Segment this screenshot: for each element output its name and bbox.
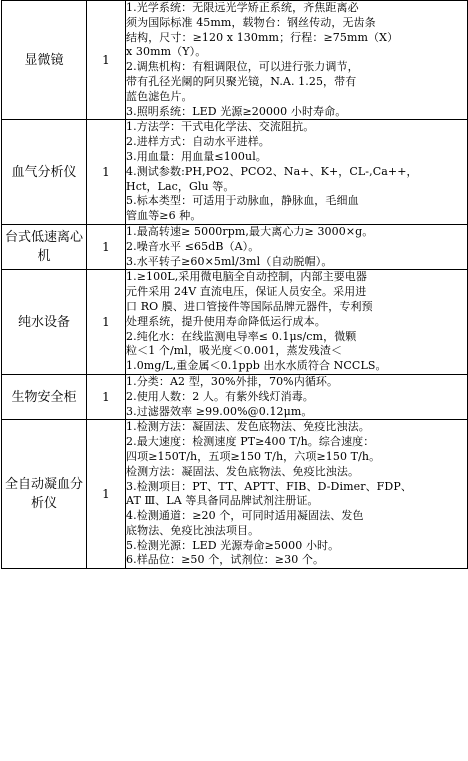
item-quantity: 1 <box>87 224 126 269</box>
table-body <box>2 1 468 569</box>
spec-line: 结构，尺寸：≥120 x 130mm；行程：≥75mm（X） <box>126 30 399 44</box>
item-name: 纯水设备 <box>2 270 87 375</box>
item-quantity: 1 <box>87 270 126 375</box>
item-quantity: 1 <box>87 120 126 225</box>
spec-line: 4.测试参数:PH,PO2、PCO2、Na+、K+，CL-,Ca++， <box>126 164 418 178</box>
item-spec <box>126 224 468 269</box>
item-spec <box>126 420 468 569</box>
spec-line: 6.样品位：≥50 个，试剂位：≥30 个。 <box>126 553 325 567</box>
spec-line: 3.检测项目：PT、TT、APTT、FIB、D-Dimer、FDP、 <box>126 479 412 493</box>
spec-line: 5.检测光源：LED 光源寿命≥5000 小时。 <box>126 538 340 552</box>
item-spec <box>126 120 468 225</box>
table-row <box>2 270 468 375</box>
spec-line: 4.检测通道：≥20 个，可同时适用凝固法、发色 <box>126 509 364 523</box>
item-spec <box>126 374 468 419</box>
spec-line: 底物法、免疫比浊法项目。 <box>126 523 260 537</box>
table-row <box>2 224 468 269</box>
item-name: 生物安全柜 <box>2 374 87 419</box>
item-name: 显微镜 <box>2 1 87 120</box>
spec-line: 2.使用人数：2 人。有紫外线灯消毒。 <box>126 389 314 403</box>
spec-line: 2.纯化水：在线监测电导率≤ 0.1μs/cm，微颗 <box>126 329 357 343</box>
spec-line: 四项≥150T/h，五项≥150 T/h，六项≥150 T/h。 <box>126 449 381 463</box>
spec-line: 处理系统，提升使用寿命降低运行成本。 <box>126 314 326 328</box>
spec-line: 1.光学系统：无限远光学矫正系统，齐焦距离必 <box>126 1 359 14</box>
spec-line: 带有孔径光阑的阿贝聚光镜，N.A. 1.25，带有 <box>126 74 357 88</box>
spec-line: 2.最大速度：检测速度 PT≥400 T/h。综合速度： <box>126 435 375 449</box>
item-quantity: 1 <box>87 420 126 569</box>
spec-line: 元件采用 24V 直流电压，保证人员安全。采用进 <box>126 285 367 299</box>
item-spec <box>126 1 468 120</box>
spec-line: 5.标本类型：可适用于动脉血，静脉血，毛细血 <box>126 194 359 208</box>
table-row <box>2 420 468 569</box>
spec-line: 口 RO 膜、进口管接件等国际品牌元器件，专利预 <box>126 299 373 313</box>
table-row <box>2 120 468 225</box>
spec-line: 2.噪音水平 ≤65dB（A）。 <box>126 239 260 253</box>
spec-line: x 30mm（Y）。 <box>126 45 207 59</box>
item-name: 台式低速离心机 <box>2 224 87 269</box>
item-spec <box>126 270 468 375</box>
table-row <box>2 374 468 419</box>
spec-line: 检测方法：凝固法、发色底物法、免疫比浊法。 <box>126 464 360 478</box>
spec-line: 1.分类：A2 型，30%外排，70%内循环。 <box>126 374 339 388</box>
spec-line: 1.最高转速≥ 5000rpm,最大离心力≥ 3000×g。 <box>126 224 374 238</box>
spec-line: AT Ⅲ、LA 等具备同品牌试剂注册证。 <box>126 494 319 508</box>
spec-line: 2.调焦机构：有粗调限位，可以进行张力调节， <box>126 60 359 74</box>
spec-line: 3.照明系统：LED 光源≥20000 小时寿命。 <box>126 104 347 118</box>
spec-line: 2.进样方式：自动水平进样。 <box>126 135 270 149</box>
spec-line: Hct，Lac，Glu 等。 <box>126 179 235 193</box>
spec-line: 1.方法学：干式电化学法、交流阻抗。 <box>126 120 315 134</box>
spec-line: 粒＜1 个/ml，吸光度＜0.001，蒸发残渣＜ <box>126 344 343 358</box>
spec-line: 3.用血量：用血量≤100ul。 <box>126 149 267 163</box>
spec-line: 管血等≥6 种。 <box>126 209 202 223</box>
spec-line: 蓝色滤色片。 <box>126 89 193 103</box>
item-quantity: 1 <box>87 1 126 120</box>
item-quantity: 1 <box>87 374 126 419</box>
item-name: 全自动凝血分析仪 <box>2 420 87 569</box>
spec-line: 1.检测方法：凝固法、发色底物法、免疫比浊法。 <box>126 420 370 434</box>
spec-line: 1.0mg/L,重金属＜0.1ppb 出水水质符合 NCCLS。 <box>126 359 387 373</box>
item-name: 血气分析仪 <box>2 120 87 225</box>
spec-line: 须为国际标准 45mm，载物台：钢丝传动，无齿条 <box>126 15 376 29</box>
equipment-spec-table <box>1 0 468 569</box>
spec-line: 3.过滤器效率 ≥99.00%@0.12μm。 <box>126 404 313 418</box>
table-row <box>2 1 468 120</box>
spec-line: 3.水平转子≥60×5ml/3ml（自动脱帽）。 <box>126 254 333 268</box>
spec-line: 1.≥100L,采用微电脑全自动控制，内部主要电器 <box>126 270 368 284</box>
